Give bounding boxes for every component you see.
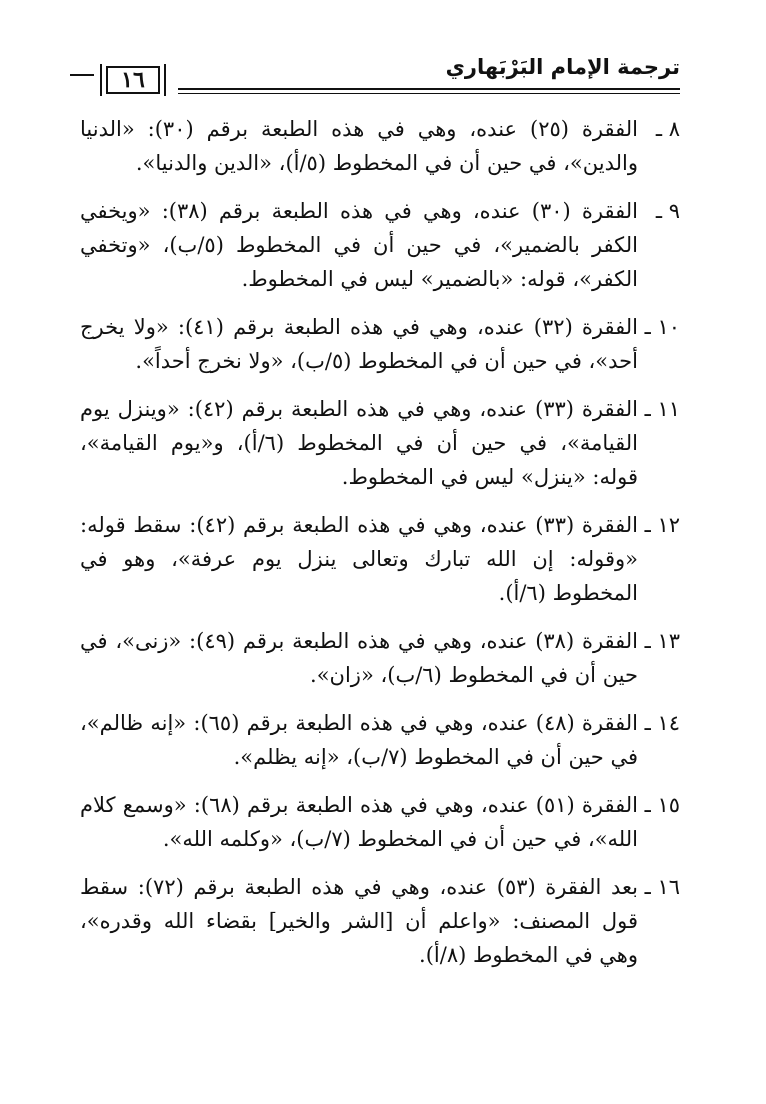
- note-text: الفقرة (٤٨) عنده، وهي في هذه الطبعة برقم (٦٥): «إنه ظالم»، في حين أن في المخطوط (٧/ب)، «إنه يظلم».: [80, 711, 638, 769]
- header-rule-thin: [178, 93, 680, 94]
- note-text: بعد الفقرة (٥٣) عنده، وهي في هذه الطبعة برقم (٧٢): سقط قول المصنف: «واعلم أن [الشر والخير] بقضاء الله وقدره»، وهي في المخطوط (٨/أ).: [80, 875, 638, 967]
- note-number: ١٤ ـ: [644, 711, 680, 735]
- note-item: [80, 706, 680, 774]
- note-number: ١٥ ـ: [644, 793, 680, 817]
- note-number: ٨ ـ: [655, 117, 680, 141]
- note-number: ٩ ـ: [655, 199, 680, 223]
- notes-list: [80, 112, 680, 986]
- note-item: [80, 788, 680, 856]
- note-item: [80, 392, 680, 494]
- note-item: [80, 870, 680, 972]
- note-text: الفقرة (٣٠) عنده، وهي في هذه الطبعة برقم (٣٨): «ويخفي الكفر بالضمير»، في حين أن في المخطوط (٥/ب)، «وتخفي الكفر»، قوله: «بالضمير» ليس في المخطوط.: [80, 199, 638, 291]
- note-number: ١٢ ـ: [644, 513, 680, 537]
- note-item: [80, 310, 680, 378]
- note-number: ١١ ـ: [644, 397, 680, 421]
- note-text: الفقرة (٣٢) عنده، وهي في هذه الطبعة برقم (٤١): «ولا يخرج أحد»، في حين أن في المخطوط (٥/ب)، «ولا نخرج أحداً».: [80, 315, 639, 373]
- note-item: [80, 194, 680, 296]
- note-text: الفقرة (٥١) عنده، وهي في هذه الطبعة برقم (٦٨): «وسمع كلام الله»، في حين أن في المخطوط (٧/ب)، «وكلمه الله».: [80, 793, 638, 851]
- note-text: الفقرة (٣٣) عنده، وهي في هذه الطبعة برقم (٤٢): «وينزل يوم القيامة»، في حين أن في المخطوط (٦/أ)، و«يوم القيامة»، قوله: «ينزل» ليس في المخطوط.: [80, 397, 638, 489]
- running-title: ترجمة الإمام البَرْبَهاري: [445, 55, 680, 79]
- header-rule: [178, 88, 680, 90]
- note-text: الفقرة (٢٥) عنده، وهي في هذه الطبعة برقم (٣٠): «الدنيا والدين»، في حين أن في المخطوط (٥/أ)، «الدين والدنيا».: [80, 117, 638, 175]
- note-item: [80, 624, 680, 692]
- header-left-tick: [70, 74, 94, 76]
- note-number: ١٠ ـ: [644, 315, 680, 339]
- page-header: [70, 52, 680, 98]
- note-text: الفقرة (٣٨) عنده، وهي في هذه الطبعة برقم (٤٩): «زنى»، في حين أن في المخطوط (٦/ب)، «زان».: [80, 629, 639, 687]
- note-item: [80, 112, 680, 180]
- note-number: ١٣ ـ: [644, 629, 680, 653]
- note-item: [80, 508, 680, 610]
- page-number: ١٦: [106, 66, 160, 94]
- note-number: ١٦ ـ: [644, 875, 680, 899]
- note-text: الفقرة (٣٣) عنده، وهي في هذه الطبعة برقم (٤٢): سقط قوله: «وقوله: إن الله تبارك وتعالى ينزل يوم عرفة»، وهو في المخطوط (٦/أ).: [80, 513, 638, 605]
